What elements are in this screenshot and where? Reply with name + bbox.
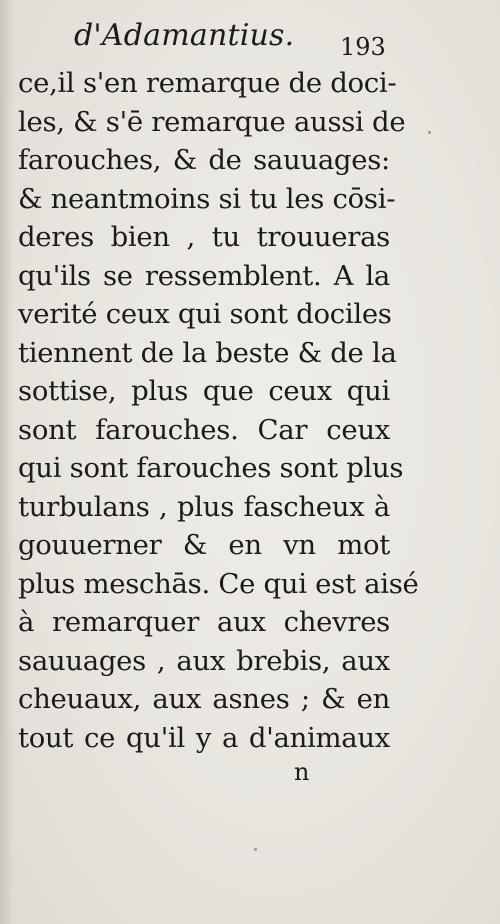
text-line: qui sont farouches sont plus <box>18 452 404 484</box>
text-line: farouches, & de sauuages: <box>18 144 390 176</box>
text-line: tout ce qu'il y a d'animaux <box>18 721 390 754</box>
catchword: n <box>294 758 310 786</box>
text-line: & neantmoins si tu les cōsi- <box>18 182 396 215</box>
text-line: ce,il s'en remarque de doci- <box>18 67 397 99</box>
text-line: deres bien , tu trouueras <box>18 221 390 253</box>
text-line: tiennent de la beste & de la <box>18 336 397 369</box>
text-line: à remarquer aux chevres <box>18 606 390 638</box>
text-line: turbulans , plus fascheux à <box>18 490 390 523</box>
text-line: gouuerner & en vn mot <box>18 529 390 561</box>
body-text <box>18 64 419 757</box>
text-line: les, & s'ē remarque aussi de <box>18 105 406 138</box>
running-title: d'Adamantius. <box>74 18 295 53</box>
paper-speck <box>254 848 257 851</box>
paper-speck <box>428 131 431 134</box>
text-line: verité ceux qui sont dociles <box>18 298 392 330</box>
text-line: sont farouches. Car ceux <box>18 413 390 446</box>
page-number: 193 <box>340 33 386 61</box>
gutter-shadow <box>0 0 14 924</box>
text-line: qu'ils se ressemblent. A la <box>18 259 390 292</box>
text-line: sottise, plus que ceux qui <box>18 375 390 407</box>
text-line: plus meschās. Ce qui est aisé <box>18 567 419 600</box>
text-line: cheuaux, aux asnes ; & en <box>18 683 390 715</box>
text-line: sauuages , aux brebis, aux <box>18 644 390 677</box>
